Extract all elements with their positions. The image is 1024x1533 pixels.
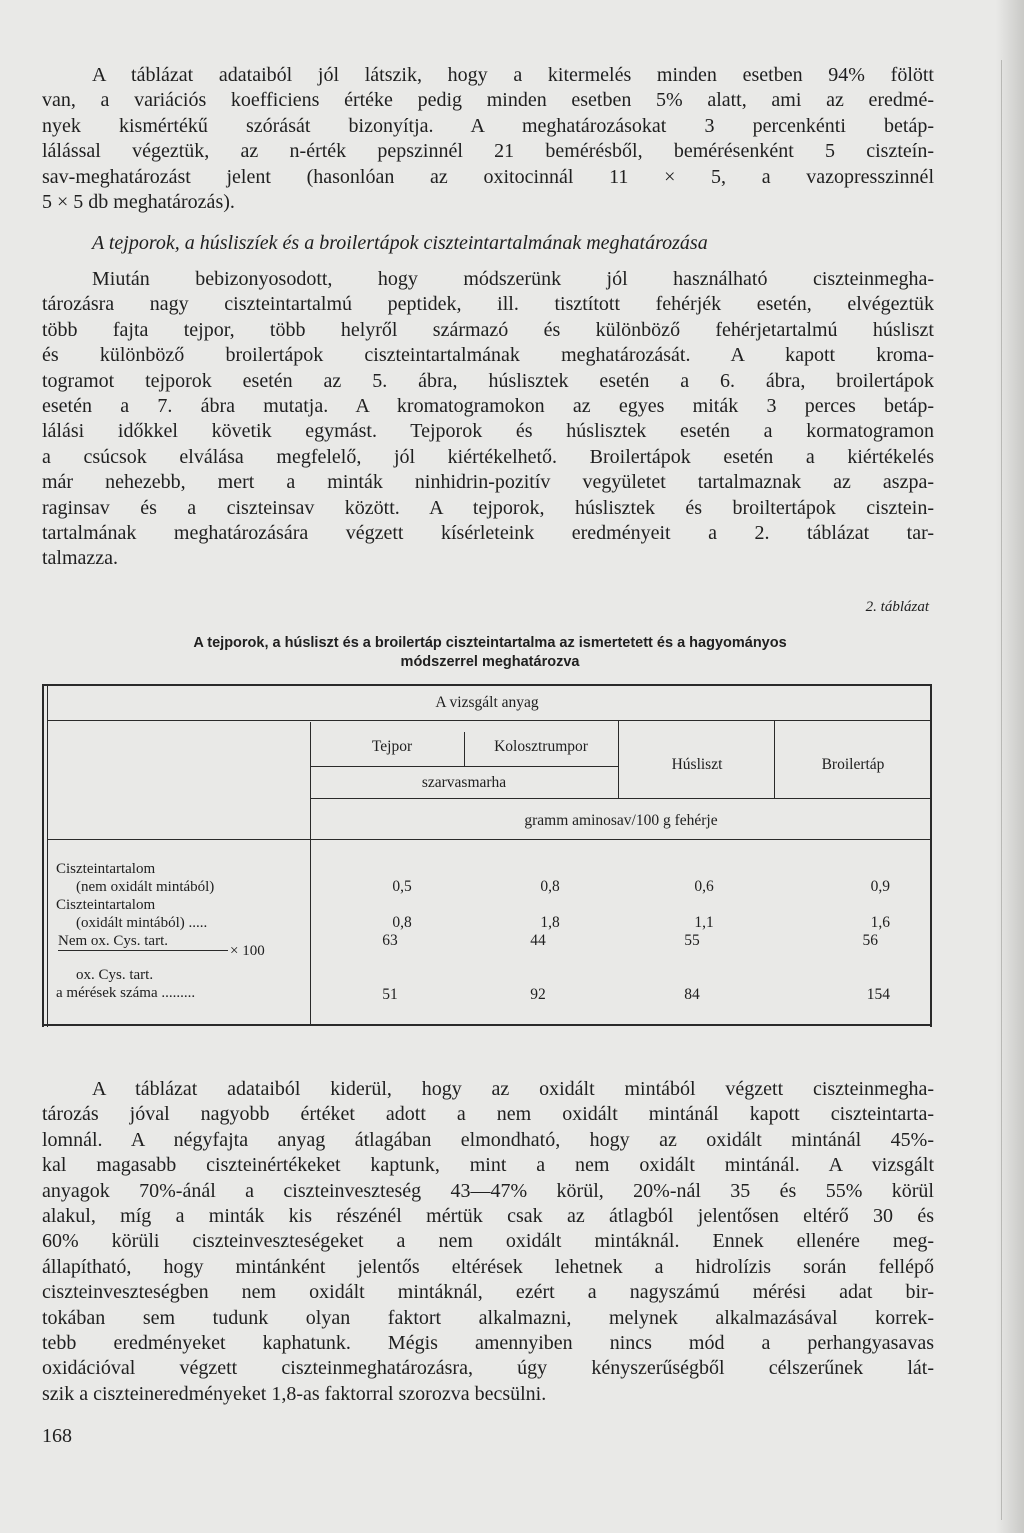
text-line: Miután bebizonyosodott, hogy módszerünk jól használható ciszteinmegha- — [92, 268, 934, 290]
text-line: 60% körüli ciszteinveszteségeket a nem oxidált mintáknál. Ennek ellenére meg- — [42, 1230, 934, 1253]
unit-rule — [310, 798, 930, 799]
table-cell: 0,9 — [870, 878, 890, 895]
table-top-rule — [42, 684, 932, 686]
table-caption-line: módszerrel meghatározva — [400, 654, 580, 670]
text-line: lálási időkkel követik egymást. Tejporok és húslisztek esetén a kormatogramon — [42, 420, 934, 443]
ratio-multiplier: × 100 — [230, 943, 265, 959]
text-line: szik a ciszteineredményeket 1,8-as faktorral szorozva becsülni. — [42, 1382, 547, 1405]
table-cell: 84 — [684, 986, 700, 1003]
text-line: nyek kismértékű szórását bizonyítja. A meghatározásokat 3 percenkénti betáp- — [42, 114, 934, 137]
table-cell: 51 — [382, 986, 398, 1003]
text-line: több fajta tejpor, több helyről származó és különböző fehérjetartalmú húsliszt — [42, 318, 934, 341]
header-body-rule — [48, 839, 930, 840]
fraction-bar — [58, 950, 228, 951]
text-line: raginsav és a ciszteinsav között. A tejporok, húslisztek és broiltertápok cisztein- — [42, 496, 934, 519]
text-line: anyagok 70%-ánál a ciszteinveszteség 43—47% körül, 20%-nál 35 és 55% körül — [42, 1179, 934, 1202]
stub-column-rule — [310, 722, 311, 1026]
tejpor-divider — [464, 732, 465, 766]
table-cell: 0,8 — [540, 878, 560, 895]
table-cell: 44 — [530, 932, 546, 949]
row-label: a mérések száma ......... — [56, 985, 196, 1001]
table-cell: 55 — [684, 932, 700, 949]
row-label: Ciszteintartalom — [56, 897, 156, 913]
text-line: esetén a 7. ábra mutatja. A kromatogramokon az egyes miták 3 perces betáp- — [42, 395, 934, 418]
text-line: a csúcsok elválása megfelelő, jól kiértékelhető. Broilertápok esetén a kiértékelés — [42, 445, 934, 468]
text-line: lálással végeztük, az n-érték pepszinnél 21 bemérésből, bemérésenként 5 ciszteín- — [42, 140, 934, 163]
table-cell: 0,8 — [392, 914, 412, 931]
text-line: állapítható, hogy mintánként jelentős eltérések lehetnek a hidrolízis során fellépő — [42, 1255, 934, 1278]
scan-line — [1001, 60, 1002, 1520]
col-header-broilertap: Broilertáp — [821, 756, 885, 773]
ratio-numerator: Nem ox. Cys. tart. — [58, 933, 168, 949]
text-line: tokában sem tudunk olyan faktort alkalmazni, melynek alkalmazásával korrek- — [42, 1306, 934, 1329]
table-cell: 92 — [530, 986, 546, 1003]
group-header: A vizsgált anyag — [435, 694, 539, 711]
data-table — [42, 684, 932, 1027]
row-label-sub: (nem oxidált mintából) — [76, 879, 215, 895]
text-line: alakul, míg a minták kis részénél mértük csak az átlagból jelentősen eltérő 30 és — [42, 1205, 934, 1228]
text-line: togramot tejporok esetén az 5. ábra, húslisztek esetén a 6. ábra, broilertápok — [42, 369, 934, 392]
table-left-rule — [42, 684, 44, 1027]
col-header-kolosztrumpor: Kolosztrumpor — [494, 738, 588, 755]
paragraph-1 — [42, 63, 934, 215]
table-cell: 1,8 — [540, 914, 560, 931]
col-header-tejpor: Tejpor — [371, 738, 413, 755]
table-cell: 0,6 — [694, 878, 714, 895]
text-line: már nehezebb, mert a minták ninhidrin-pozitív vegyületet tartalmaznak az aszpa- — [42, 471, 934, 494]
text-line: sav-meghatározást jelent (hasonlóan az oxitocinnál 11 × 5, a vazopresszinnél — [42, 165, 934, 188]
unit-label: gramm aminosav/100 g fehérje — [524, 812, 718, 829]
table-cell: 0,5 — [392, 878, 412, 895]
text-line: talmazza. — [42, 547, 119, 570]
husliszt-divider — [774, 720, 775, 798]
table-bottom-rule — [42, 1024, 932, 1026]
col-header-szarvasmarha: szarvasmarha — [421, 774, 507, 791]
kolosztrum-divider — [618, 720, 619, 798]
table-cell: 154 — [866, 986, 890, 1003]
section-heading: A tejporok, a húsliszíek és a broilertápok ciszteintartalmának meghatározása — [92, 232, 708, 254]
table-label: 2. táblázat — [865, 599, 929, 615]
paragraph-2 — [42, 267, 934, 572]
species-rule — [310, 766, 618, 767]
table-cell: 63 — [382, 932, 398, 949]
table-left-inner-rule — [47, 684, 48, 1027]
text-line: kal magasabb ciszteinértékeket kaptunk, mint a nem oxidált mintánál. A vizsgált — [42, 1154, 934, 1177]
paragraph-3 — [42, 1077, 934, 1407]
text-line: tartalmának meghatározására végzett kísérleteink eredményeit a 2. táblázat tar- — [42, 522, 934, 545]
text-line: 5 × 5 db meghatározás). — [42, 191, 235, 214]
text-line: tározásra nagy ciszteintartalmú peptidek, ill. tisztított fehérjék esetén, elvégeztük — [42, 293, 934, 316]
text-line: van, a variációs koefficiens értéke pedig minden esetben 5% alatt, ami az eredmé- — [42, 89, 934, 112]
page-number: 168 — [42, 1425, 72, 1447]
table-cell: 1,1 — [694, 914, 714, 931]
table-caption — [80, 634, 900, 672]
table-right-rule — [930, 684, 932, 1027]
table-cell: 56 — [862, 932, 878, 949]
text-line: és különböző broilertápok ciszteintartalmának meghatározását. A kapott kroma- — [42, 344, 934, 367]
text-line: tebb eredményeket kaphatunk. Mégis amennyiben nincs mód a perhangyasavas — [42, 1332, 934, 1355]
text-line: tározás jóval nagyobb értéket adott a nem oxidált mintánál kapott ciszteintarta- — [42, 1103, 934, 1126]
text-line: A táblázat adataiból jól látszik, hogy a kitermelés minden esetben 94% fölött — [92, 64, 934, 86]
row-label-sub: (oxidált mintából) ..... — [76, 915, 208, 931]
table-cell: 1,6 — [870, 914, 890, 931]
text-line: lomnál. A négyfajta anyag átlagában elmondható, hogy az oxidált mintánál 45%- — [42, 1128, 934, 1151]
text-line: A táblázat adataiból kiderül, hogy az oxidált mintából végzett ciszteinmegha- — [92, 1078, 934, 1100]
col-header-husliszt: Húsliszt — [671, 756, 723, 773]
text-line: ciszteinveszteségben nem oxidált mintáknál, ezért a nagyszámú mérési adat bir- — [42, 1281, 934, 1304]
group-header-rule — [48, 720, 930, 721]
row-label: Ciszteintartalom — [56, 861, 156, 877]
ratio-denominator: ox. Cys. tart. — [76, 967, 154, 983]
table-caption-line: A tejporok, a húsliszt és a broilertáp ciszteintartalma az ismertetett és a hagyományos — [193, 635, 787, 651]
text-line: oxidációval végzett ciszteinmeghatározásra, úgy kényszerűségből célszerűnek lát- — [42, 1357, 934, 1380]
